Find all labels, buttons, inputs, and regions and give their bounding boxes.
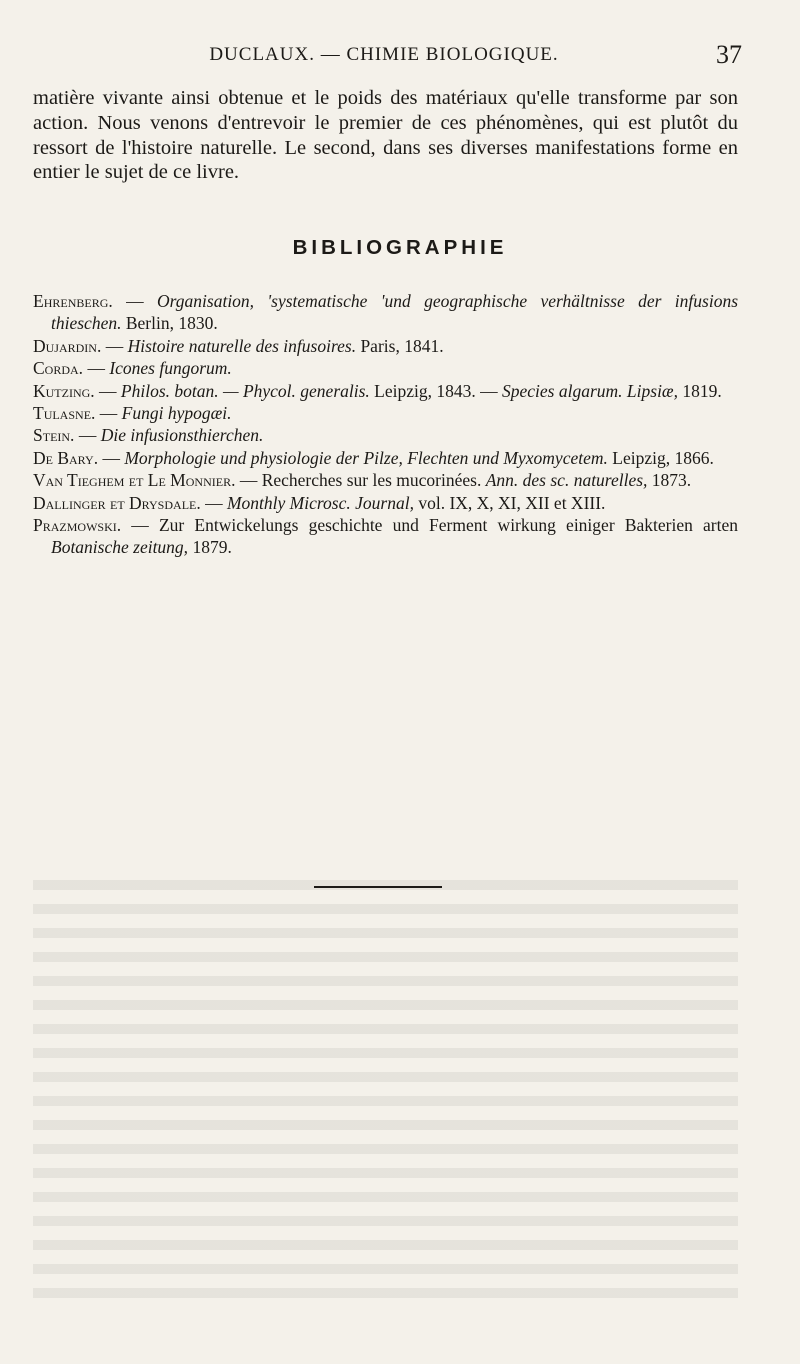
bibliography-entry bbox=[33, 290, 738, 335]
entry-dash: — bbox=[101, 335, 128, 356]
entry-details: vol. IX, X, XI, XII et XIII. bbox=[413, 492, 606, 513]
bibliography-entry bbox=[33, 335, 738, 357]
entry-dash: — bbox=[74, 425, 101, 446]
running-title: DUCLAUX. — CHIMIE BIOLOGIQUE. bbox=[209, 44, 559, 65]
bleed-through-texture bbox=[33, 880, 738, 1300]
bibliography-entry bbox=[33, 447, 738, 469]
entry-author: De Bary. bbox=[33, 447, 99, 468]
entry-dash: — bbox=[94, 380, 121, 401]
page-header bbox=[30, 40, 742, 80]
entry-author: Prazmowski. bbox=[33, 515, 122, 536]
entry-dash: — bbox=[98, 447, 125, 468]
bibliography-entry bbox=[33, 469, 738, 491]
entry-dash: — bbox=[235, 470, 262, 491]
entry-details: Berlin, 1830. bbox=[121, 313, 218, 334]
entry-title: Ann. des sc. naturelles, bbox=[485, 470, 648, 491]
bibliography-heading: BIBLIOGRAPHIE bbox=[292, 236, 508, 259]
entry-title: Die infusionsthierchen. bbox=[100, 425, 264, 446]
entry-dash: — bbox=[200, 492, 227, 513]
entry-title: Philos. botan. — Phycol. generalis. bbox=[120, 380, 370, 401]
entry-details: Recherches sur les mucorinées. bbox=[261, 470, 486, 491]
entry-details: Leipzig, 1866. bbox=[607, 447, 714, 468]
bibliography-entry bbox=[33, 380, 738, 402]
entry-author: Kutzing. bbox=[33, 380, 95, 401]
bibliography-entry bbox=[33, 492, 738, 514]
entry-details: 1879. bbox=[188, 537, 232, 558]
bibliography-entry bbox=[33, 514, 738, 559]
entry-title: Icones fungorum. bbox=[109, 358, 232, 379]
section-end-rule bbox=[314, 886, 442, 888]
entry-author: Van Tieghem et Le Monnier. bbox=[33, 470, 236, 491]
bibliography-list bbox=[33, 290, 738, 559]
entry-author: Corda. bbox=[33, 358, 84, 379]
entry-title: Botanische zeitung, bbox=[51, 537, 189, 558]
entry-dash: — bbox=[83, 358, 110, 379]
entry-title: Morphologie und physiologie der Pilze, Flechten und Myxomycetem. bbox=[124, 447, 608, 468]
page-number: 37 bbox=[716, 40, 742, 69]
entry-dash: — bbox=[95, 403, 122, 424]
entry-details: 1873. bbox=[647, 470, 692, 491]
entry-title: Organisation, 'systematische 'und geographische verhältnisse der infusions thieschen. bbox=[51, 291, 739, 334]
entry-title: Fungi hypogæi. bbox=[121, 403, 232, 424]
entry-author: Tulasne. bbox=[33, 403, 96, 424]
entry-author: Ehrenberg. bbox=[33, 291, 113, 311]
entry-details: Zur Entwickelungs geschichte und Ferment wirkung einiger Bakterien arten bbox=[158, 515, 738, 536]
bibliography-entry bbox=[33, 402, 738, 424]
entry-title: Monthly Microsc. Journal, bbox=[226, 492, 414, 513]
entry-author: Stein. bbox=[33, 425, 75, 446]
entry-author: Dujardin. bbox=[33, 335, 102, 356]
bibliography-entry bbox=[33, 357, 738, 379]
entry-title: Histoire naturelle des infusoires. bbox=[127, 335, 357, 356]
entry-details: Paris, 1841. bbox=[356, 335, 444, 356]
entry-details: 1819. bbox=[677, 380, 722, 401]
entry-details: Leipzig, 1843. — bbox=[369, 380, 502, 401]
entry-title: Species algarum. Lipsiæ, bbox=[502, 380, 678, 401]
intro-text: matière vivante ainsi obtenue et le poids des matériaux qu'elle transforme par son action. Nous venons d'entrevoir le premier de ces phénomènes, qui est plutôt du ressort de l'histoire naturelle. Le second, dans ses diverses manifestations forme en entier le sujet de ce livre. bbox=[33, 87, 738, 184]
entry-dash: — bbox=[121, 515, 159, 536]
intro-paragraph bbox=[33, 86, 738, 185]
entry-author: Dallinger et Drysdale. bbox=[33, 492, 201, 513]
entry-dash: — bbox=[112, 291, 157, 311]
bibliography-entry bbox=[33, 424, 738, 446]
